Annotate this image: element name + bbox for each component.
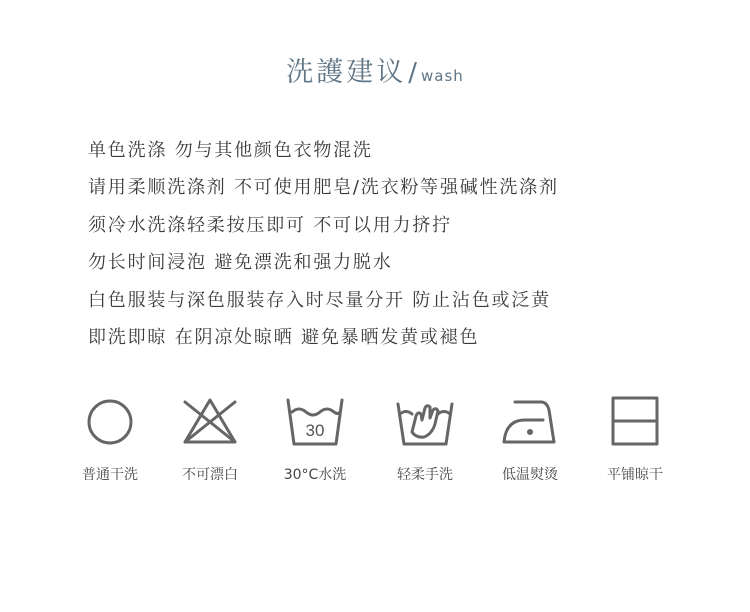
hand-wash-icon [394,394,456,450]
instruction-item: 勿长时间浸泡 避免漂洗和强力脱水 [88,252,393,274]
flat-dry-icon [607,394,663,450]
instruction-item: 白色服装与深色服装存入时尽量分开 防止沾色或泛黄 [88,289,551,311]
care-label: 不可漂白 [182,467,238,483]
circle-icon [82,394,138,450]
care-item-hand-wash [380,394,470,484]
instruction-item: 须冷水洗涤轻柔按压即可 不可以用力挤拧 [88,214,452,236]
iron-icon [499,394,561,450]
care-item-no-bleach [165,394,255,484]
care-label: 轻柔手洗 [397,467,453,483]
care-item-low-iron [485,394,575,484]
care-item-dry-flat [590,394,680,484]
care-label: 30°C水洗 [283,467,347,483]
instruction-item: 单色洗涤 勿与其他颜色衣物混洗 [88,140,373,161]
care-icons-row [0,394,750,494]
instruction-item: 请用柔顺洗涤剂 不可使用肥皂/洗衣粉等强碱性洗涤剂 [88,177,559,199]
care-label: 普通干洗 [82,467,138,483]
instruction-item: 即洗即晾 在阴凉处晾晒 避免暴晒发黄或褪色 [88,326,480,348]
page-title [0,50,750,89]
title-chinese: 洗護建议 [286,57,407,88]
care-label: 低温熨烫 [502,467,558,483]
care-item-30c-wash [270,394,360,484]
wash-tub-icon [284,394,346,450]
wash-temperature: 30 [305,421,325,440]
title-english: wash [420,67,464,85]
care-item-dry-clean [65,394,155,484]
crossed-triangle-icon [180,394,240,450]
care-label: 平铺晾干 [607,467,663,483]
care-instructions-list [88,136,559,360]
title-slash: / [408,58,417,88]
